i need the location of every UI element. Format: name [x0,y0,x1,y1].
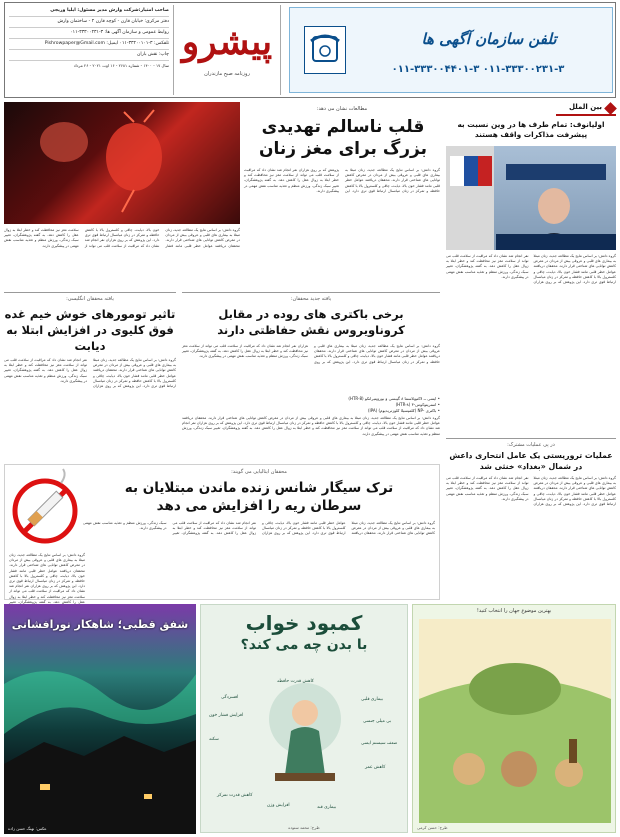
corona-story [182,294,440,460]
cartoon-title: بهترین موضوع جهان را انتخاب کنید! [476,608,552,614]
info-line: دفتر مرکزی: خیابان قارن - کوچه قارن ۲ - ساختمان وارش [9,17,169,28]
intl-section-title: بین الملل [568,103,602,111]
sleep-item: بی میلی جنسی [363,719,392,724]
tumor-story [4,294,176,460]
sleep-item: ضعف سیستم ایمنی [361,741,398,746]
tumor-body: گروه دانش: بر اساس نتایج یک مطالعه جدید، زنان مبتلا به بیماری های قلبی و عروقی بیش از مردان در معرض کاهش توانایی های شناختی قرار دارند. محققان دریافتند عوامل خطر قلبی مانند فشار خون بالا، دیابت، چاقی و کلسترول بالا با کاهش حافظه و تمرکز در زنان میانسال ارتباط قوی تری دارد. این پژوهش که بر روی هزاران نفر انجام شد نشان داد که مراقبت از سلامت قلب می تواند از سلامت مغز نیز محافظت کند و خطر ابتلا به زوال عقل را کاهش دهد. به گفته پژوهشگران، تغییر سبک زندگی، ورزش منظم و تغذیه مناسب نقش مهمی در پیشگیری دارند. [4,358,176,389]
intl-section-label [556,102,616,116]
phone-icon [304,26,346,74]
issue-line: سال ۱۷ - ۱۴۰۰ - شماره ۲۶۸۱ - ۱۶ اوت ۲۰۲۱ - ۲۶ مرداد [73,63,169,68]
intl-section [446,102,616,434]
intl-body: گروه دانش: بر اساس نتایج یک مطالعه جدید، زنان مبتلا به بیماری های قلبی و عروقی بیش از مردان در معرض کاهش توانایی های شناختی قرار دارند. محققان دریافتند عوامل خطر قلبی مانند فشار خون بالا، دیابت، چاقی و کلسترول بالا با کاهش حافظه و تمرکز در زنان میانسال ارتباط قوی تری دارد. این پژوهش که بر روی هزاران نفر انجام شد نشان داد که مراقبت از سلامت قلب می تواند از سلامت مغز نیز محافظت کند و خطر ابتلا به زوال عقل را کاهش دهد. به گفته پژوهشگران، تغییر سبک زندگی، ورزش منظم و تغذیه مناسب نقش مهمی در پیشگیری دارند. [446,254,616,285]
intl-headline: اولیانوف: تمام طرف ها در وین نسبت به پیشرفت مذاکرات واقف هستند [457,120,605,139]
logo-block [173,5,281,95]
sleep-item: بیماری قند [317,805,337,810]
info-line: صاحب امتیاز:شرکت وارش مدیر مسئول: ایلیا وریجی [9,6,169,17]
sleep-credit: طرح: محمد ستوده [288,825,320,830]
sleep-item: کاهش قدرت حافظه [277,679,314,684]
smoking-kicker: محققان ایتالیایی می گویند: [231,469,287,475]
lead-body: گروه دانش: بر اساس نتایج یک مطالعه جدید، زنان مبتلا به بیماری های قلبی و عروقی بیش از مردان در معرض کاهش توانایی های شناختی قرار دارند. محققان دریافتند عوامل خطر قلبی مانند فشار خون بالا، دیابت، چاقی و کلسترول بالا با کاهش حافظه و تمرکز در زنان میانسال ارتباط قوی تری دارد. این پژوهش که بر روی هزاران نفر انجام شد نشان داد که مراقبت از سلامت قلب می تواند از سلامت مغز نیز محافظت کند و خطر ابتلا به زوال عقل را کاهش دهد. به گفته پژوهشگران، تغییر سبک زندگی، ورزش منظم و تغذیه مناسب نقش مهمی در پیشگیری دارند. [244,168,440,193]
cartoon-feature [412,604,616,833]
corona-headline: برخی باکتری های روده در مقابل کروناویروس نقش حفاظتی دارند [217,307,405,337]
bullet: • ایمنی ــ لاکتوپلاسما ۸ گیبسی و بوروپتیرانکو (HTR-8) [348,396,440,401]
sleep-subline: با بدن چه می کند؟ [240,637,368,653]
smoking-body: گروه دانش: بر اساس نتایج یک مطالعه جدید، زنان مبتلا به بیماری های قلبی و عروقی بیش از مردان در معرض کاهش توانایی های شناختی قرار دارند. محققان دریافتند عوامل خطر قلبی مانند فشار خون بالا، دیابت، چاقی و کلسترول بالا با کاهش حافظه و تمرکز در زنان میانسال ارتباط قوی تری دارد. این پژوهش که بر روی هزاران نفر انجام شد نشان داد که مراقبت از سلامت قلب می تواند از سلامت مغز نیز محافظت کند و خطر ابتلا به زوال عقل را کاهش دهد. به گفته پژوهشگران، تغییر سبک زندگی، ورزش منظم و تغذیه مناسب نقش مهمی در پیشگیری دارند. [83,521,435,536]
lead-kicker: مطالعات نشان می دهد: [316,106,368,112]
aurora-feature [4,604,196,833]
publisher-info [9,6,169,94]
sleep-headline: کمبود خواب [245,611,363,635]
aurora-headline: شفق قطبی؛ شاهکار نورافشانی [11,618,189,631]
sleep-item: بیماری قلبی [361,697,383,702]
info-line: چاپ: نقش باران [9,50,169,61]
sleep-item: کاهش عمر [365,765,386,770]
info-line: تلفکس: ۳-۳۳۲۰۰۱۰۱-۰۱۱ ایمیل: Pishrowpaper@Gmail.com [9,39,169,50]
ulyanov-photo [446,146,616,250]
sleep-item: افزایش فشار خون [209,713,244,718]
bullet: • باکتری -NP (کلمپسیلا کلوزتریدیوم) (IPA) [367,408,440,413]
corona-kicker: یافته جدید محققان: [290,296,332,302]
sleep-item: کاهش قدرت تمرکز [217,793,253,798]
corona-body: گروه دانش: بر اساس نتایج یک مطالعه جدید، زنان مبتلا به بیماری های قلبی و عروقی بیش از مردان در معرض کاهش توانایی های شناختی قرار دارند. محققان دریافتند عوامل خطر قلبی مانند فشار خون بالا، دیابت، چاقی و کلسترول بالا با کاهش حافظه و تمرکز در زنان میانسال ارتباط قوی تری دارد. این پژوهش که بر روی هزاران نفر انجام شد نشان داد که مراقبت از سلامت قلب می تواند از سلامت مغز نیز محافظت کند و خطر ابتلا به زوال عقل را کاهش دهد. به گفته پژوهشگران، تغییر سبک زندگی، ورزش منظم و تغذیه مناسب نقش مهمی در پیشگیری دارند. [182,344,440,364]
ad-phones-numbers: ۰۱۱-۳۳۳۰۰۲۳۱-۳ ۰۱۱-۳۳۳۰۰۴۴۰۱-۳ [391,64,565,75]
sleep-infographic [200,604,408,833]
corona-bullets [310,396,440,414]
ad-phones-box [289,7,613,93]
terror-story [446,440,616,600]
bullet: • استرپتوکوس-۳ (HTR-۸) [395,402,440,407]
aurora-scene [4,644,196,834]
intl-icon [604,102,617,115]
sleepy-person-illustration [255,675,355,795]
logo: پیشرو [181,21,273,63]
masthead [4,2,616,98]
heart-brain-photo [4,102,240,224]
corona-body-2: گروه دانش: بر اساس نتایج یک مطالعه جدید، زنان مبتلا به بیماری های قلبی و عروقی بیش از مردان در معرض کاهش توانایی های شناختی قرار دارند. محققان دریافتند عوامل خطر قلبی مانند فشار خون بالا، دیابت، چاقی و کلسترول بالا با کاهش حافظه و تمرکز در زنان میانسال ارتباط قوی تری دارد. این پژوهش که بر روی هزاران نفر انجام شد نشان داد که مراقبت از سلامت قلب می تواند از سلامت مغز نیز محافظت کند و خطر ابتلا به زوال عقل را کاهش دهد. به گفته پژوهشگران، تغییر سبک زندگی، ورزش منظم و تغذیه مناسب نقش مهمی در پیشگیری دارند. [182,416,440,436]
ad-phones-title: تلفن سازمان آگهی ها [421,30,557,48]
sleep-item: سکته [209,737,219,742]
smoking-headline: ترک سیگار شانس زنده ماندن مبتلایان به سرطان ریه را افزایش می دهد [124,480,394,514]
cartoon-illustration [419,619,611,823]
lead-story [4,102,440,290]
cartoon-credit: طرح: حسن کرمی [417,825,448,830]
terror-kicker: در پی عملیات مشترک: [507,442,555,448]
lead-headline: قلب ناسالم تهدیدی بزرگ برای مغز زنان [258,117,428,159]
tumor-kicker: یافته محققان انگلیسی: [66,296,114,302]
terror-body: گروه دانش: بر اساس نتایج یک مطالعه جدید، زنان مبتلا به بیماری های قلبی و عروقی بیش از مردان در معرض کاهش توانایی های شناختی قرار دارند. محققان دریافتند عوامل خطر قلبی مانند فشار خون بالا، دیابت، چاقی و کلسترول بالا با کاهش حافظه و تمرکز در زنان میانسال ارتباط قوی تری دارد. این پژوهش که بر روی هزاران نفر انجام شد نشان داد که مراقبت از سلامت قلب می تواند از سلامت مغز نیز محافظت کند و خطر ابتلا به زوال عقل را کاهش دهد. به گفته پژوهشگران، تغییر سبک زندگی، ورزش منظم و تغذیه مناسب نقش مهمی در پیشگیری دارند. [446,476,616,507]
smoking-story [4,464,440,604]
terror-headline: عملیات تروریستی یک عامل انتحاری داعش در شمال «بغداد» خنثی شد [449,451,613,471]
logo-subtitle: روزنامه صبح مازندران [204,71,250,77]
sleep-item: افزایش وزن [267,803,290,808]
smoking-body-left: گروه دانش: بر اساس نتایج یک مطالعه جدید، زنان مبتلا به بیماری های قلبی و عروقی بیش از مردان در معرض کاهش توانایی های شناختی قرار دارند. محققان دریافتند عوامل خطر قلبی مانند فشار خون بالا، دیابت، چاقی و کلسترول بالا با کاهش حافظه و تمرکز در زنان میانسال ارتباط قوی تری دارد. این پژوهش که بر روی هزاران نفر انجام شد نشان داد که مراقبت از سلامت قلب می تواند از سلامت مغز نیز محافظت کند و خطر ابتلا به زوال عقل را کاهش دهد. به گفته پژوهشگران، تغییر [9,553,85,604]
aurora-credit: عکس: نهنگ حسن زاده [8,826,47,831]
tumor-headline: تاثیر تومورهای خوش خیم غده فوق کلیوی در افزایش ابتلا به دیابت [4,307,176,353]
info-line: روابط عمومی و سازمان آگهی ها: ۳-۳۳۳۰۰۲۳۱-۰۱۱ [9,28,169,39]
lead-body-left: گروه دانش: بر اساس نتایج یک مطالعه جدید، زنان مبتلا به بیماری های قلبی و عروقی بیش از مردان در معرض کاهش توانایی های شناختی قرار دارند. محققان دریافتند عوامل خطر قلبی مانند فشار خون بالا، دیابت، چاقی و کلسترول بالا با کاهش حافظه و تمرکز در زنان میانسال ارتباط قوی تری دارد. این پژوهش که بر روی هزاران نفر انجام شد نشان داد که مراقبت از سلامت قلب می تواند از سلامت مغز نیز محافظت کند و خطر ابتلا به زوال عقل را کاهش دهد. به گفته پژوهشگران، تغییر سبک زندگی، ورزش منظم و تغذیه مناسب نقش مهمی در پیشگیری دارند. [4,228,240,248]
sleep-item: افسردگی [221,695,239,700]
cigarette-illustration [9,469,81,551]
